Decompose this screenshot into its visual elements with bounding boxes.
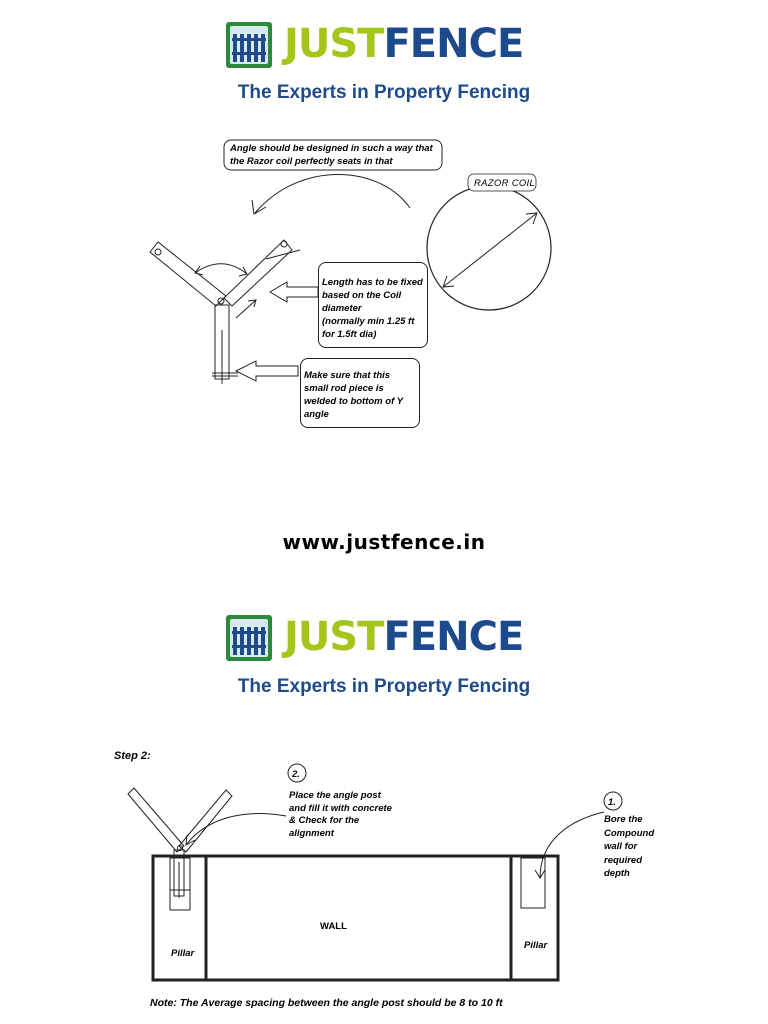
brand-tagline: The Experts in Property Fencing [237,82,531,103]
brand-tagline-2: The Experts in Property Fencing [237,676,531,697]
wall-label: WALL [320,921,347,932]
pillar-left-label: Pillar [171,948,195,959]
website-url: www.justfence.in [282,530,486,554]
step2-number: 2. [292,769,300,780]
razor-coil-label: RAZOR COIL [474,178,536,189]
spacing-note: Note: The Average spacing between the angle post should be 8 to 10 ft [150,997,503,1009]
step1-note: Bore the Compound wall for required depth [604,814,655,879]
pillar-right-label: Pillar [524,940,548,951]
brand-name-part1-2: JUST [284,614,384,660]
brand-name-part1: JUST [284,21,384,67]
step-label: Step 2: [114,750,151,762]
step1-number: 1. [608,797,616,808]
brand-name-part2-2: FENCE [383,614,524,660]
length-note: Length has to be fixed based on the Coil diameter (normally min 1.25 ft for 1.5ft dia) [322,277,423,340]
rod-note: Make sure that this small rod piece is welded to bottom of Y angle [304,370,404,420]
angle-design-note: Angle should be designed in such a way that the Razor coil perfectly seats in that [230,143,433,167]
step2-note: Place the angle post and fill it with concrete & Check for the alignment [289,790,392,839]
brand-name-part2: FENCE [383,21,524,67]
